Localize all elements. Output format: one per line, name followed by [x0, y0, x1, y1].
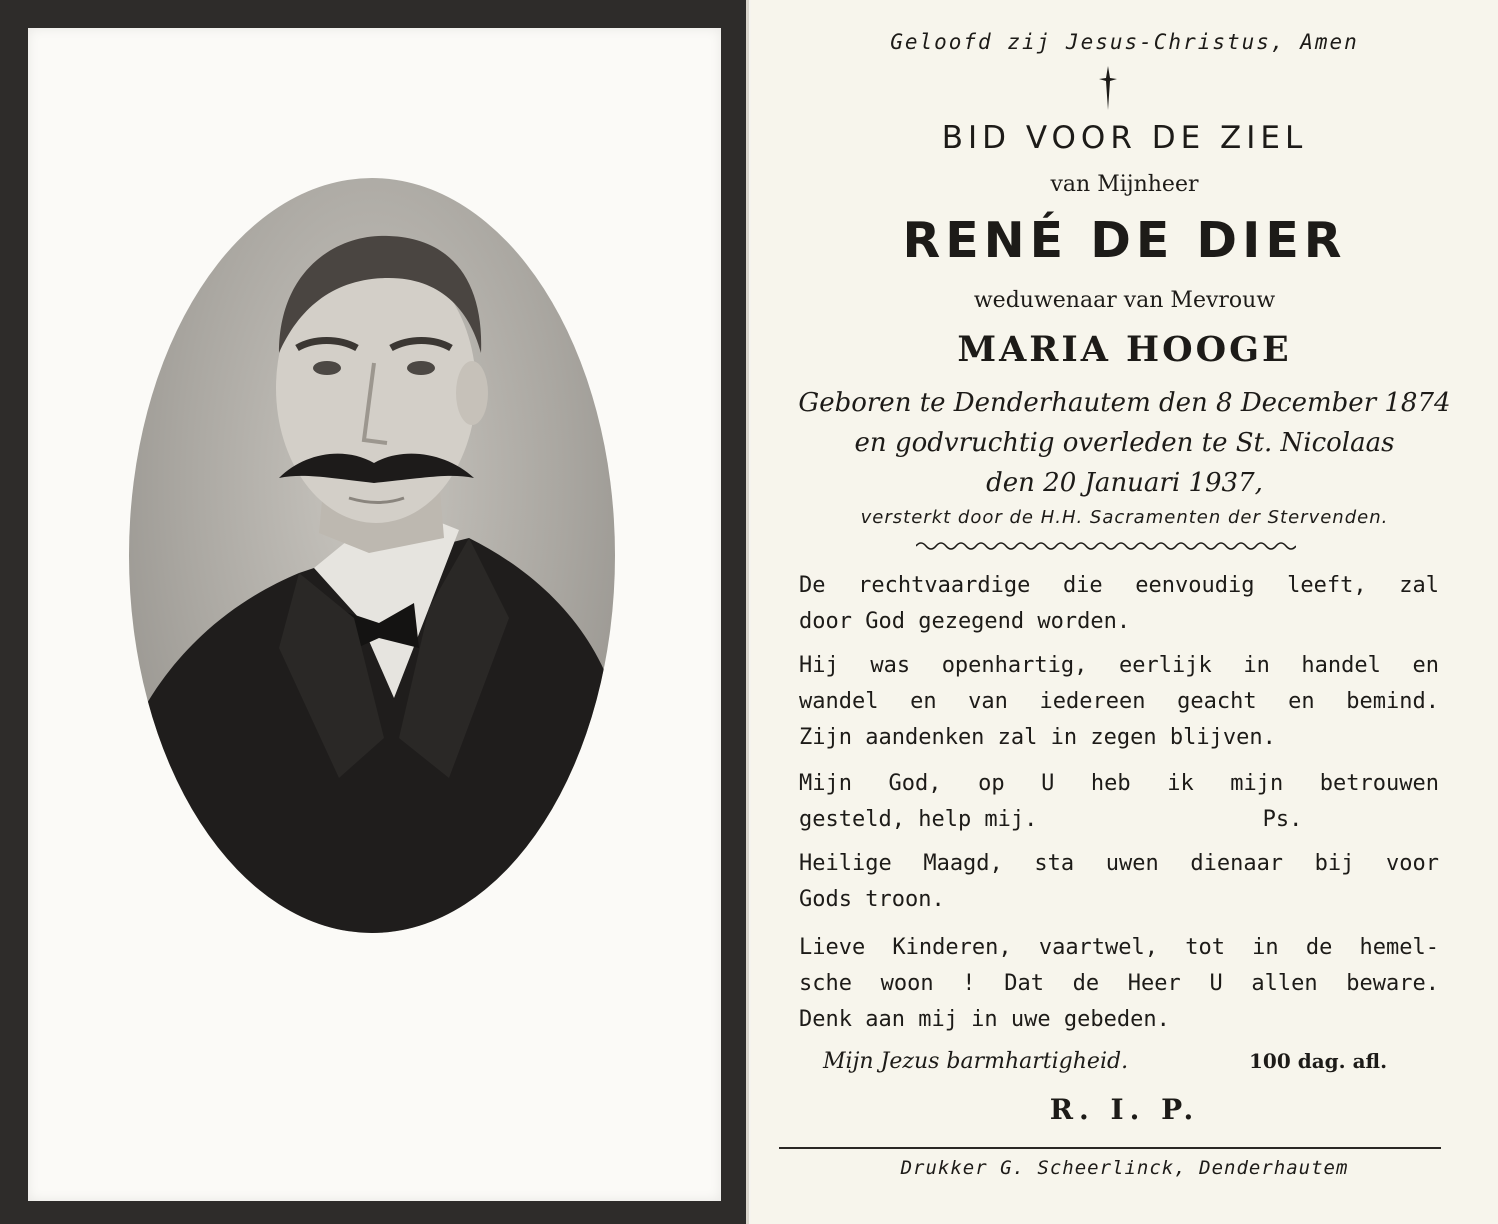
- verse-line: sche woon ! Dat de Heer U allen beware.: [799, 971, 1439, 996]
- portrait-figure: [129, 178, 615, 933]
- verse-2: [799, 648, 1439, 756]
- verse-4: [799, 846, 1439, 918]
- photo-mount: [28, 28, 721, 1201]
- verse-line: Lieve Kinderen, vaartwel, tot in de hemel-: [799, 935, 1439, 960]
- rip-text: R. I. P.: [1049, 1093, 1200, 1126]
- bottom-rule: [779, 1147, 1441, 1149]
- verse-3: [799, 766, 1439, 838]
- verse-line: wandel en van iedereen geacht en bemind.: [799, 689, 1439, 714]
- spouse-name: MARIA HOOGE: [957, 329, 1292, 370]
- verse-line: Zijn aandenken zal in zegen blijven.: [799, 725, 1276, 750]
- portrait-card: [0, 0, 748, 1224]
- closing-prayer: Mijn Jezus barmhartigheid.: [823, 1049, 1129, 1074]
- verse-line: door God gezegend worden.: [799, 609, 1131, 634]
- memorial-text-card: [751, 0, 1498, 1224]
- indulgence-note: 100 dag. afl.: [1249, 1049, 1388, 1073]
- verse-line: Denk aan mij in uwe gebeden.: [799, 1007, 1170, 1032]
- birth-line: Geboren te Denderhautem den 8 December 1874: [798, 388, 1451, 418]
- verse-5: [799, 930, 1439, 1038]
- verse-line: Gods troon.: [799, 887, 945, 912]
- cross-icon: [1099, 66, 1117, 110]
- widower-line: weduwenaar van Mevrouw: [973, 288, 1276, 313]
- wavy-divider: [916, 540, 1296, 552]
- death-date: den 20 Januari 1937,: [986, 468, 1263, 498]
- verse-line: gesteld, help mij. Ps.: [799, 807, 1303, 832]
- verse-1: [799, 568, 1439, 640]
- header-blessing: Geloofd zij Jesus-Christus, Amen: [890, 30, 1359, 54]
- verse-line: Mijn God, op U heb ik mijn betrouwen: [799, 771, 1439, 796]
- van-mijnheer: van Mijnheer: [1050, 172, 1199, 197]
- verse-line: Heilige Maagd, sta uwen dienaar bij voor: [799, 851, 1439, 876]
- death-line: en godvruchtig overleden te St. Nicolaas: [854, 428, 1395, 458]
- verse-line: De rechtvaardige die eenvoudig leeft, zal: [799, 573, 1439, 598]
- bid-voor-de-ziel: BID VOOR DE ZIEL: [941, 120, 1308, 156]
- oval-portrait-photo: [129, 178, 615, 933]
- printer-credit: Drukker G. Scheerlinck, Denderhautem: [900, 1157, 1349, 1179]
- sacraments-line: versterkt door de H.H. Sacramenten der Stervenden.: [860, 507, 1389, 528]
- verse-line: Hij was openhartig, eerlijk in handel en: [799, 653, 1439, 678]
- deceased-name: RENÉ DE DIER: [902, 212, 1347, 269]
